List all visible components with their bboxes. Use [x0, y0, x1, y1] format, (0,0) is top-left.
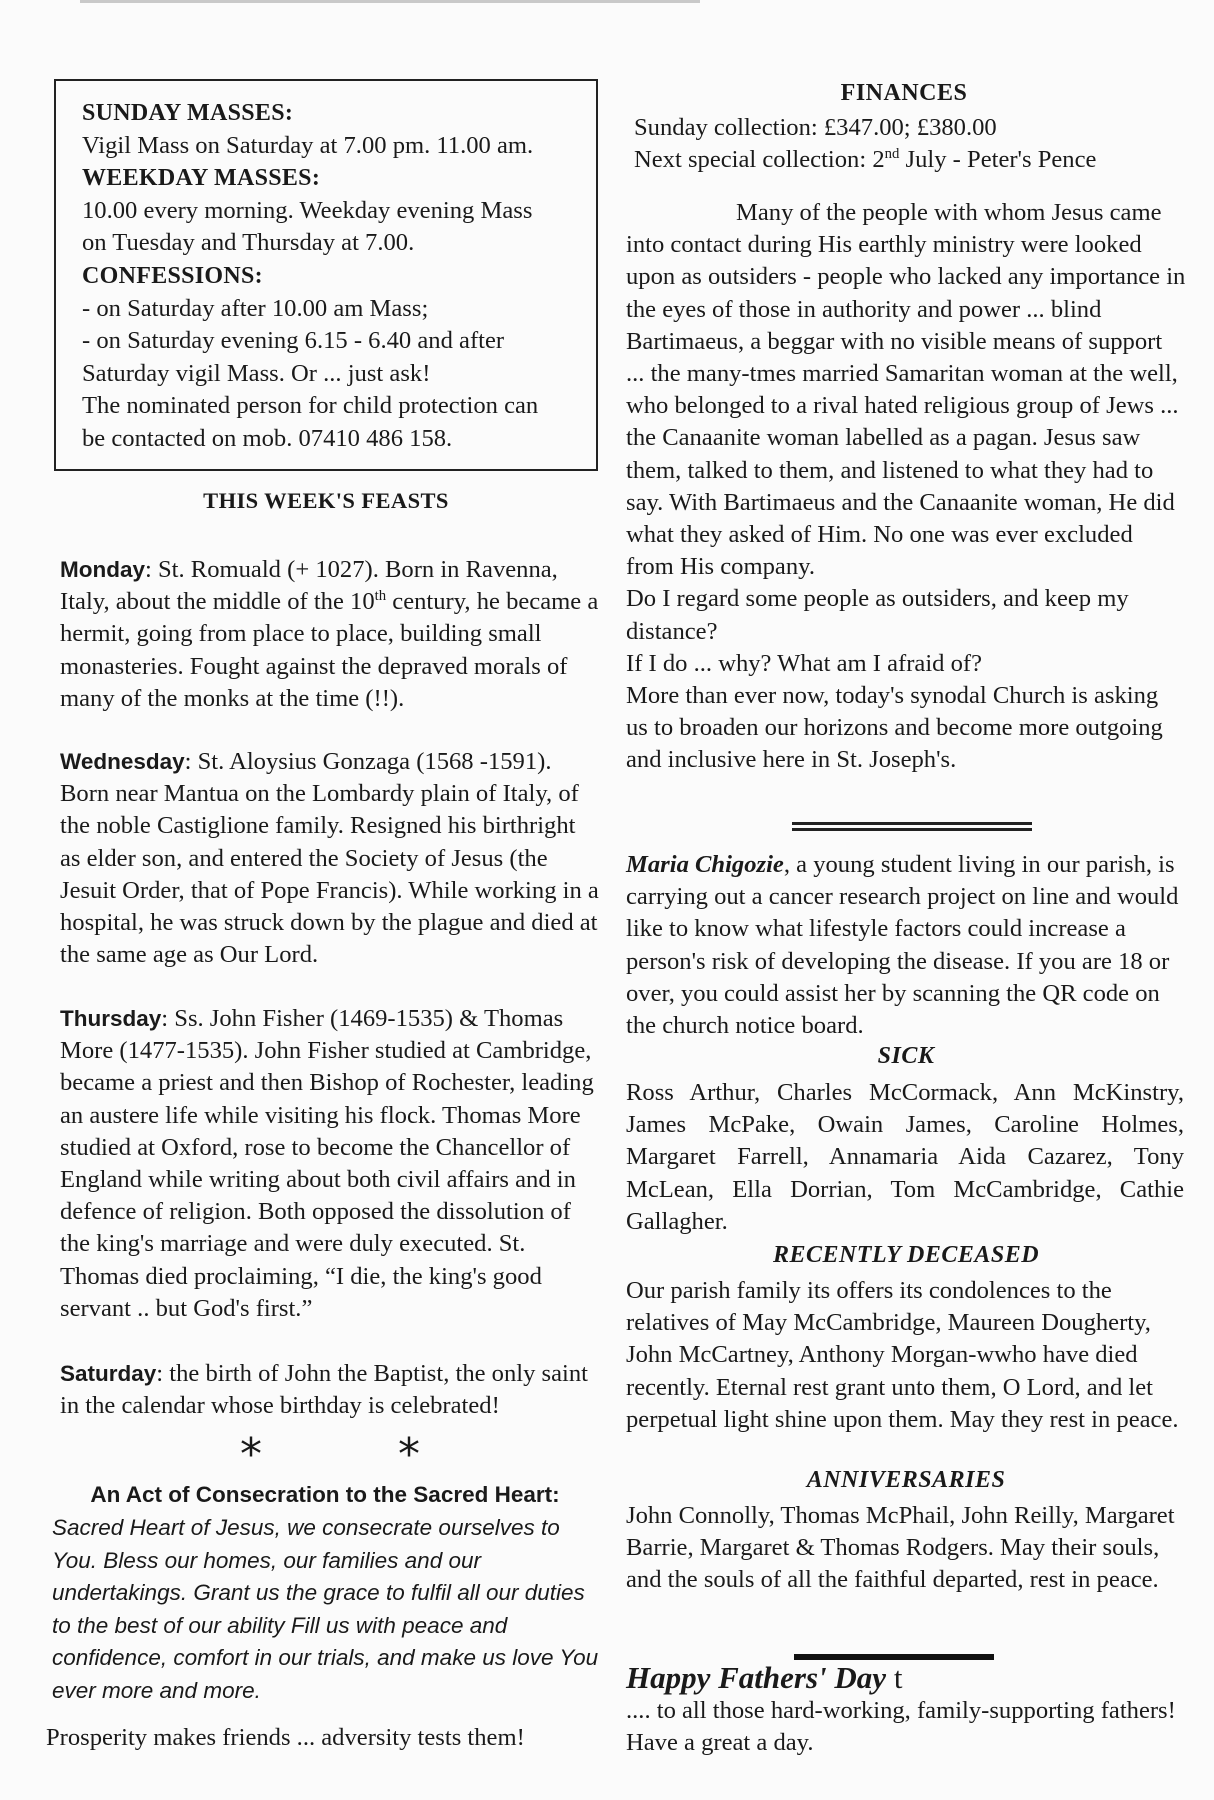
anniversaries-title: ANNIVERSARIES: [806, 1467, 1006, 1493]
sunday-masses-heading: SUNDAY MASSES:: [82, 100, 294, 126]
fathers-day-title: [626, 1656, 1186, 1700]
sunday-masses-text: Vigil Mass on Saturday at 7.00 pm. 11.00 am.: [82, 131, 534, 159]
special-collection-text: Next special collection: 2: [634, 146, 885, 174]
mass-times-box: [54, 79, 598, 471]
special-collection: [634, 144, 1194, 176]
superscript: th: [374, 588, 387, 605]
deceased-notice: Our parish family its offers its condolences to the relatives of May McCambridge, Maureen Dougherty, John McCartney, Anthony Morgan-wwho have died recently. Eternal rest grant unto them, O Lord, and let perpetual light shine upon them. May they rest in peace.: [626, 1277, 1179, 1433]
reflection-paragraph: Many of the people with whom Jesus came into contact during His earthly ministry were looked upon as outsiders - people who lacked any importance in the eyes of those in authority and power ... blind Bartimaeus, a beggar with no visible means of support ... the many-tmes married Samaritan woman at the well, who belonged to a rival hated religious group of Jews ... the Canaanite woman labelled as a pagan. Jesus saw them, talked to them, and listened to what they had to say. With Bartimaeus and the Canaanite woman, He did what they asked of Him. No one was ever excluded from His company.: [626, 199, 1186, 581]
reflection-paragraph: If I do ... why? What am I afraid of?: [626, 649, 983, 677]
feast-text: : Ss. John Fisher (1469-1535) & Thomas More (1477-1535). John Fisher studied at Cambridge, became a priest and then Bishop of Rochester, leading an austere life while visiting his flock. Thomas More studied at Oxford, rose to become the Chancellor of England while writing about both civil affairs and in defence of religion. Both opposed the dissolution of the king's marriage and were duly executed. St. Thomas died proclaiming, “I die, the king's good servant .. but God's first.”: [60, 1005, 594, 1322]
sunday-collection: Sunday collection: £347.00; £380.00: [634, 114, 997, 141]
feast-text: : the birth of John the Baptist, the only saint in the calendar whose birthday is celebrated!: [60, 1360, 589, 1420]
child-protection-line: be contacted on mob. 07410 486 158.: [82, 424, 453, 452]
reflection-block: [626, 197, 1186, 777]
sick-list: Ross Arthur, Charles McCormack, Ann McKinstry, James McPake, Owain James, Caroline Holmes, Margaret Farrell, Annamaria Aida Cazarez, Tony McLean, Ella Dorrian, Tom McCambridge, Cathie Gallagher.: [626, 1079, 1184, 1235]
feast-thursday: [60, 1003, 600, 1325]
consecration-title: An Act of Consecration to the Sacred Heart:: [90, 1482, 560, 1507]
sick-title: SICK: [877, 1043, 935, 1069]
feast-wednesday: [60, 746, 600, 971]
section-divider: [792, 822, 1032, 834]
confessions-line: Saturday vigil Mass. Or ... just ask!: [82, 359, 431, 387]
feasts-title: THIS WEEK'S FEASTS: [203, 488, 449, 513]
confessions-heading: CONFESSIONS:: [82, 262, 263, 289]
consecration-prayer: Sacred Heart of Jesus, we consecrate ourselves to You. Bless our homes, our families and our undertakings. Grant us the grace to fulfil all our duties to the best of our ability Fill us with peace and confidence, comfort in our trials, and make us love You ever more and more.: [52, 1515, 599, 1703]
feast-day-label: Thursday: [60, 1006, 162, 1031]
reflection-paragraph: Do I regard some people as outsiders, and keep my distance?: [626, 585, 1129, 645]
feast-text: : St. Romuald (+ 1027). Born in Ravenna, Italy, about the middle of the 10: [60, 556, 558, 616]
research-notice-text: , a young student living in our parish, is carrying out a cancer research project on line and would like to know what lifestyle factors could increase a person's risk of developing the disease. If you are 18 or over, you could assist her by scanning the QR code on the church notice board.: [626, 851, 1179, 1040]
finances-title: FINANCES: [840, 80, 968, 106]
weekday-masses-line: 10.00 every morning. Weekday evening Mass: [82, 196, 533, 224]
feast-saturday: [60, 1358, 600, 1422]
feast-text: century, he became a hermit, going from place to place, building small monasteries. Fought against the depraved morals of many of the monks at the time (!!).: [60, 588, 599, 712]
asterisk-icon: *: [240, 1429, 262, 1480]
confessions-line: - on Saturday after 10.00 am Mass;: [82, 294, 429, 322]
confessions-line: - on Saturday evening 6.15 - 6.40 and after: [82, 327, 505, 355]
student-name: Maria Chigozie: [626, 851, 784, 878]
proverb: Prosperity makes friends ... adversity tests them!: [46, 1724, 525, 1751]
feast-day-label: Wednesday: [60, 749, 185, 774]
asterisk-icon: *: [398, 1429, 420, 1480]
feast-monday: [60, 554, 600, 715]
finances-block: [634, 112, 1194, 176]
asterisk-divider: [240, 1430, 420, 1480]
weekday-masses-line: on Tuesday and Thursday at 7.00.: [82, 229, 415, 257]
page-top-rule: [80, 0, 700, 3]
feast-text: : St. Aloysius Gonzaga (1568 -1591). Born near Mantua on the Lombardy plain of Italy, of the noble Castiglione family. Resigned his birthright as elder son, and entered the Society of Jesus (the Jesuit Order, that of Pope Francis). While working in a hospital, he was struck down by the plague and died at the same age as Our Lord.: [60, 748, 599, 969]
fathers-day-heading: Happy Fathers' Day: [626, 1660, 887, 1695]
reflection-paragraph: More than ever now, today's synodal Church is asking us to broaden our horizons and become more outgoing and inclusive here in St. Joseph's.: [626, 682, 1163, 774]
superscript: nd: [884, 146, 900, 163]
weekday-masses-heading: WEEKDAY MASSES:: [82, 165, 321, 192]
special-collection-text: July - Peter's Pence: [899, 146, 1097, 174]
feast-day-label: Monday: [60, 557, 146, 582]
research-notice: [626, 849, 1186, 1042]
anniversaries-list: John Connolly, Thomas McPhail, John Reilly, Margaret Barrie, Margaret & Thomas Rodgers. May their souls, and the souls of all the faithful departed, rest in peace.: [626, 1502, 1175, 1594]
feast-day-label: Saturday: [60, 1361, 157, 1386]
fathers-day-message: .... to all those hard-working, family-supporting fathers! Have a great a day.: [626, 1697, 1176, 1757]
child-protection-line: The nominated person for child protection can: [82, 392, 539, 420]
fathers-day-suffix: t: [886, 1660, 903, 1695]
deceased-title: RECENTLY DECEASED: [772, 1242, 1040, 1268]
